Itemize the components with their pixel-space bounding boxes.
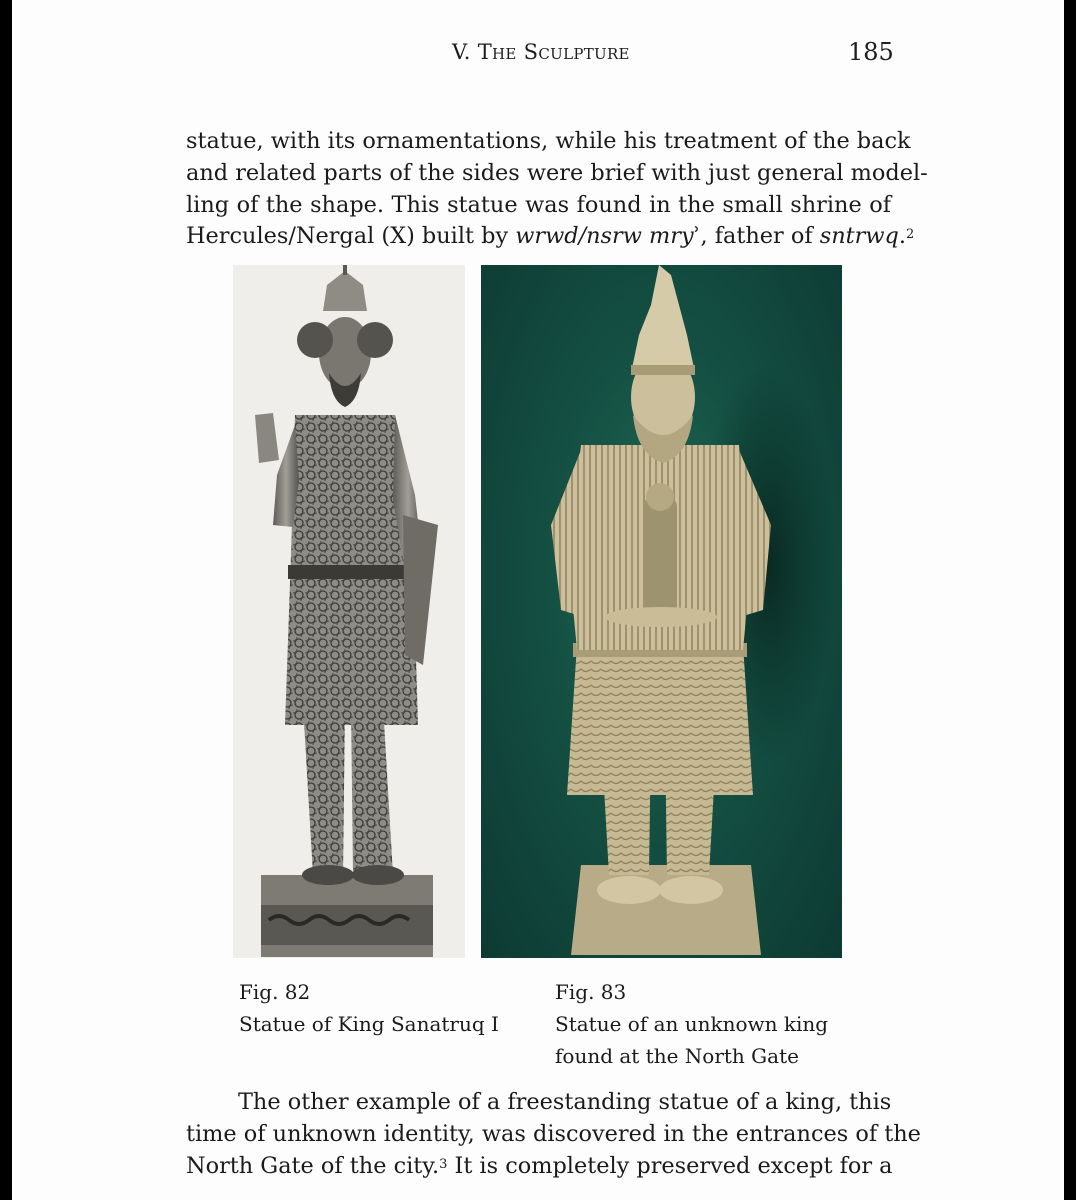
page-number: 185 bbox=[848, 38, 894, 66]
figure-caption-text: Statue of King Sanatruq I bbox=[239, 1012, 499, 1036]
text-line: Hercules/Nergal (X) built by wrwd/nsrw mryʾ, father of sntrwq.$^2$ bbox=[186, 223, 915, 250]
figure-82-photo bbox=[233, 265, 465, 958]
figure-number: Fig. 83 bbox=[555, 980, 627, 1004]
footnote-marker: 3 bbox=[439, 1156, 448, 1172]
italic-term: wrwd/nsrw mry bbox=[515, 223, 694, 250]
figure-83-caption bbox=[555, 976, 828, 1072]
text-line: statue, with its ornamentations, while his treatment of the back bbox=[186, 128, 911, 154]
text-line: time of unknown identity, was discovered in the entrances of the bbox=[186, 1120, 921, 1147]
footnote-marker: 2 bbox=[906, 227, 915, 243]
paragraph-top bbox=[186, 126, 928, 253]
figure-number: Fig. 82 bbox=[239, 980, 311, 1004]
figure-83-photo bbox=[481, 265, 842, 958]
text-line: The other example of a freestanding statue of a king, this bbox=[238, 1089, 892, 1115]
statue-sanatruq-image bbox=[233, 265, 465, 958]
figure-82-caption bbox=[239, 976, 499, 1040]
book-page bbox=[12, 0, 1064, 1200]
figure-caption-text: Statue of an unknown king bbox=[555, 1012, 829, 1036]
italic-term: sntrwq bbox=[819, 223, 899, 250]
text-line: ling of the shape. This statue was found in the small shrine of bbox=[186, 191, 891, 218]
statue-unknown-king-image bbox=[481, 265, 842, 958]
running-header: V. The Sculpture bbox=[452, 40, 630, 64]
text-line: and related parts of the sides were brief with just general model- bbox=[186, 159, 928, 186]
text-line: North Gate of the city.$^3$ It is completely preserved except for a bbox=[186, 1152, 893, 1179]
figure-caption-text: found at the North Gate bbox=[555, 1044, 799, 1068]
paragraph-bottom bbox=[186, 1087, 921, 1182]
